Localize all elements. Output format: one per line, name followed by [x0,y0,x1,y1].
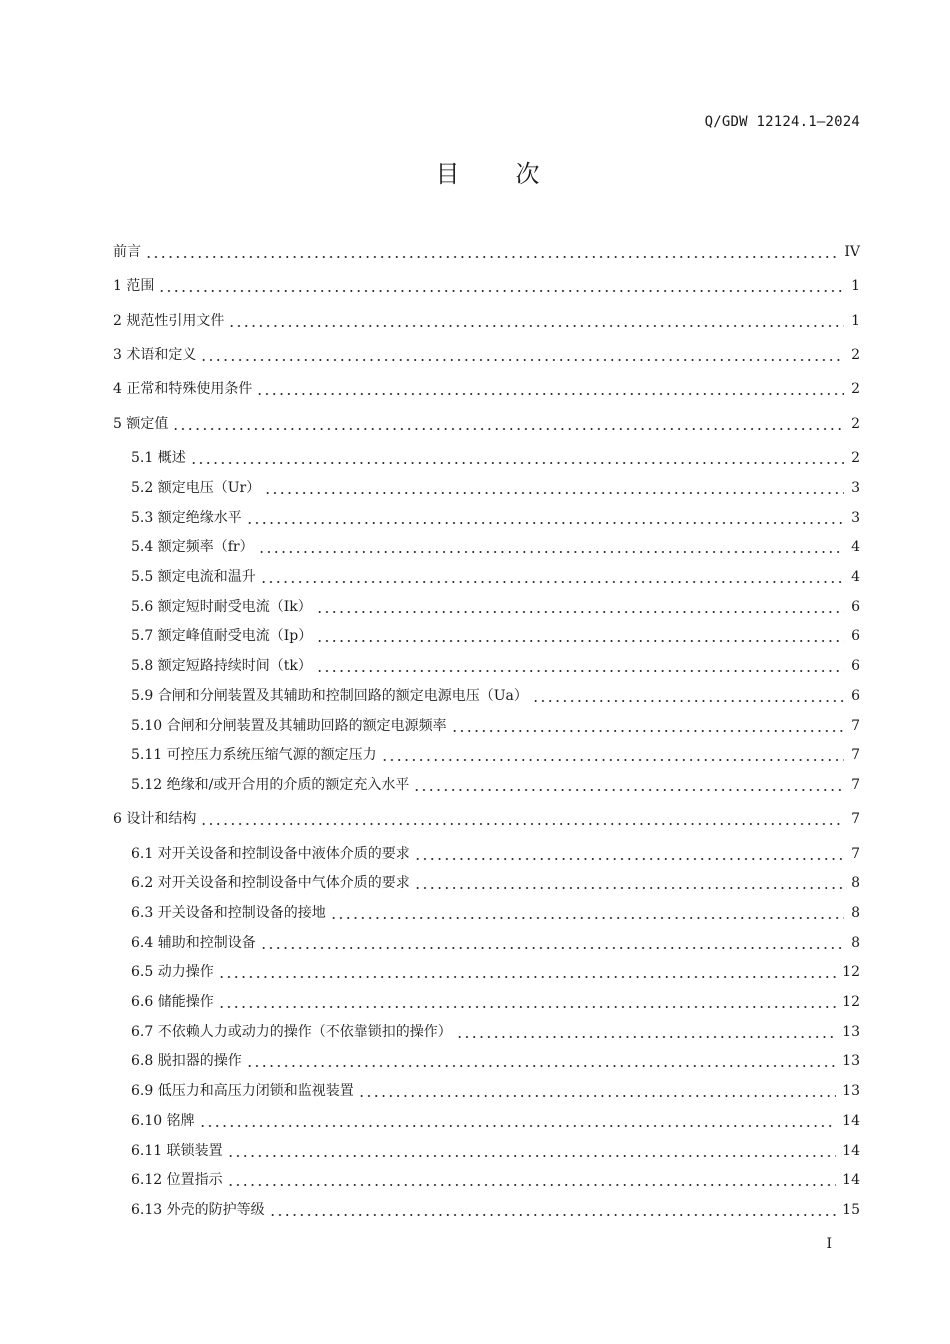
toc-entry-page: 8 [851,905,860,921]
toc-entry[interactable] [131,1050,860,1072]
dot-leader [246,1050,836,1072]
dot-leader [269,1199,837,1221]
toc-entry-label: 5.6 额定短时耐受电流（Ik） [131,599,312,615]
toc-entry[interactable] [131,932,860,954]
toc-entry-page: IV [844,244,860,260]
toc-entry[interactable] [131,477,860,499]
dot-leader [258,536,844,558]
dot-leader [227,1169,837,1191]
toc-entry-page: 7 [851,777,860,793]
toc-entry-label: 6.6 储能操作 [131,994,214,1010]
toc-entry-page: 3 [851,510,860,526]
dot-leader [158,275,844,297]
toc-entry-label: 6.2 对开关设备和控制设备中气体介质的要求 [131,875,410,891]
toc-entry-page: 2 [851,347,860,363]
toc-entry-page: 7 [851,747,860,763]
toc-entry[interactable] [131,991,860,1013]
toc-entry-page: 2 [851,450,860,466]
toc-entry-label: 6.5 动力操作 [131,964,214,980]
toc-entry[interactable] [113,413,860,435]
toc-entry-label: 6 设计和结构 [113,811,197,827]
toc-entry[interactable] [113,241,860,263]
toc-entry[interactable] [131,685,860,707]
toc-entry-label: 6.12 位置指示 [131,1172,223,1188]
toc-entry-page: 1 [851,278,860,294]
dot-leader [145,241,838,263]
toc-entry-page: 2 [851,416,860,432]
title-char-2: 次 [515,160,540,188]
toc-entry[interactable] [131,1080,860,1102]
toc-entry-page: 6 [851,599,860,615]
toc-entry-page: 2 [851,381,860,397]
dot-leader [227,1140,837,1162]
dot-leader [199,1110,837,1132]
dot-leader [316,596,844,618]
toc-entry[interactable] [131,596,860,618]
toc-entry[interactable] [131,872,860,894]
dot-leader [228,310,844,332]
toc-entry-page: 14 [842,1172,860,1188]
toc-entry-label: 6.8 脱扣器的操作 [131,1053,242,1069]
toc-entry-label: 5.2 额定电压（Ur） [131,480,261,496]
toc-entry-label: 6.11 联锁装置 [131,1143,223,1159]
toc-entry[interactable] [131,902,860,924]
toc-entry[interactable] [131,1021,860,1043]
toc-entry-page: 13 [842,1083,860,1099]
dot-leader [200,344,844,366]
toc-entry-page: 7 [851,718,860,734]
toc-entry-label: 6.10 铭牌 [131,1113,195,1129]
toc-entry-page: 7 [851,811,860,827]
toc-entry-label: 5.10 合闸和分闸装置及其辅助回路的额定电源频率 [131,718,447,734]
toc-entry-label: 6.1 对开关设备和控制设备中液体介质的要求 [131,846,410,862]
dot-leader [218,991,836,1013]
page-title [0,154,950,189]
dot-leader [316,655,844,677]
toc-entry[interactable] [131,843,860,865]
toc-entry-label: 5.5 额定电流和温升 [131,569,256,585]
toc-entry-page: 4 [851,569,860,585]
toc-entry-label: 5.7 额定峰值耐受电流（Ip） [131,628,313,644]
toc-entry-page: 6 [851,688,860,704]
dot-leader [358,1080,836,1102]
toc-entry[interactable] [131,536,860,558]
toc-entry-page: 13 [842,1024,860,1040]
dot-leader [190,447,844,469]
dot-leader [381,744,844,766]
toc-entry[interactable] [113,344,860,366]
dot-leader [456,1021,836,1043]
toc-entry-page: 12 [842,964,860,980]
toc-entry-label: 3 术语和定义 [113,347,197,363]
dot-leader [260,932,844,954]
toc-entry-page: 14 [842,1143,860,1159]
toc-entry-page: 6 [851,658,860,674]
toc-entry[interactable] [131,1110,860,1132]
title-char-1: 目 [435,160,460,188]
toc-entry-label: 4 正常和特殊使用条件 [113,381,253,397]
toc-entry-label: 5 额定值 [113,416,169,432]
dot-leader [414,843,844,865]
dot-leader [451,715,844,737]
dot-leader [414,872,844,894]
dot-leader [532,685,844,707]
toc-entry-label: 6.9 低压力和高压力闭锁和监视装置 [131,1083,354,1099]
dot-leader [246,507,844,529]
toc-entry-page: 7 [851,846,860,862]
toc-entry[interactable] [113,808,860,830]
toc-entry[interactable] [131,961,860,983]
toc-entry-label: 5.9 合闸和分闸装置及其辅助和控制回路的额定电源电压（Ua） [131,688,528,704]
toc-entry-label: 前言 [113,244,141,260]
dot-leader [200,808,844,830]
toc-entry[interactable] [131,447,860,469]
toc-entry-label: 6.13 外壳的防护等级 [131,1202,265,1218]
toc-entry[interactable] [113,310,860,332]
toc-entry-page: 1 [851,313,860,329]
dot-leader [172,413,844,435]
toc-entry-label: 5.4 额定频率（fr） [131,539,254,555]
dot-leader [256,378,844,400]
toc-entry-label: 6.3 开关设备和控制设备的接地 [131,905,326,921]
toc-entry-label: 6.4 辅助和控制设备 [131,935,256,951]
dot-leader [260,566,844,588]
toc-entry[interactable] [113,275,860,297]
toc-entry[interactable] [131,1140,860,1162]
toc-entry[interactable] [131,655,860,677]
dot-leader [218,961,836,983]
toc-entry[interactable] [113,378,860,400]
page-number: I [826,1236,832,1252]
toc-entry[interactable] [131,715,860,737]
toc-entry[interactable] [131,774,860,796]
dot-leader [264,477,844,499]
toc-entry-page: 6 [851,628,860,644]
standard-code: Q/GDW 12124.1—2024 [704,114,860,130]
dot-leader [330,902,844,924]
toc-entry-page: 8 [851,875,860,891]
toc-entry[interactable] [131,1169,860,1191]
toc-entry-page: 14 [842,1113,860,1129]
dot-leader [413,774,844,796]
toc-entry-page: 3 [851,480,860,496]
dot-leader [316,625,844,647]
toc-entry-page: 15 [842,1202,860,1218]
toc-entry-page: 8 [851,935,860,951]
toc-entry[interactable] [131,744,860,766]
toc-entry-page: 12 [842,994,860,1010]
toc-entry-label: 5.12 绝缘和/或开合用的介质的额定充入水平 [131,777,410,793]
toc-entry[interactable] [131,566,860,588]
toc-entry-label: 1 范围 [113,278,155,294]
toc-entry-label: 6.7 不依赖人力或动力的操作（不依靠锁扣的操作） [131,1024,452,1040]
toc-entry-page: 4 [851,539,860,555]
toc-entry-label: 5.3 额定绝缘水平 [131,510,242,526]
toc-entry-label: 5.8 额定短路持续时间（tk） [131,658,312,674]
toc-entry[interactable] [131,507,860,529]
toc-entry-label: 5.1 概述 [131,450,186,466]
toc-entry-label: 5.11 可控压力系统压缩气源的额定压力 [131,747,377,763]
toc-entry[interactable] [131,1199,860,1221]
toc-entry[interactable] [131,625,860,647]
toc-entry-label: 2 规范性引用文件 [113,313,225,329]
toc-entry-page: 13 [842,1053,860,1069]
